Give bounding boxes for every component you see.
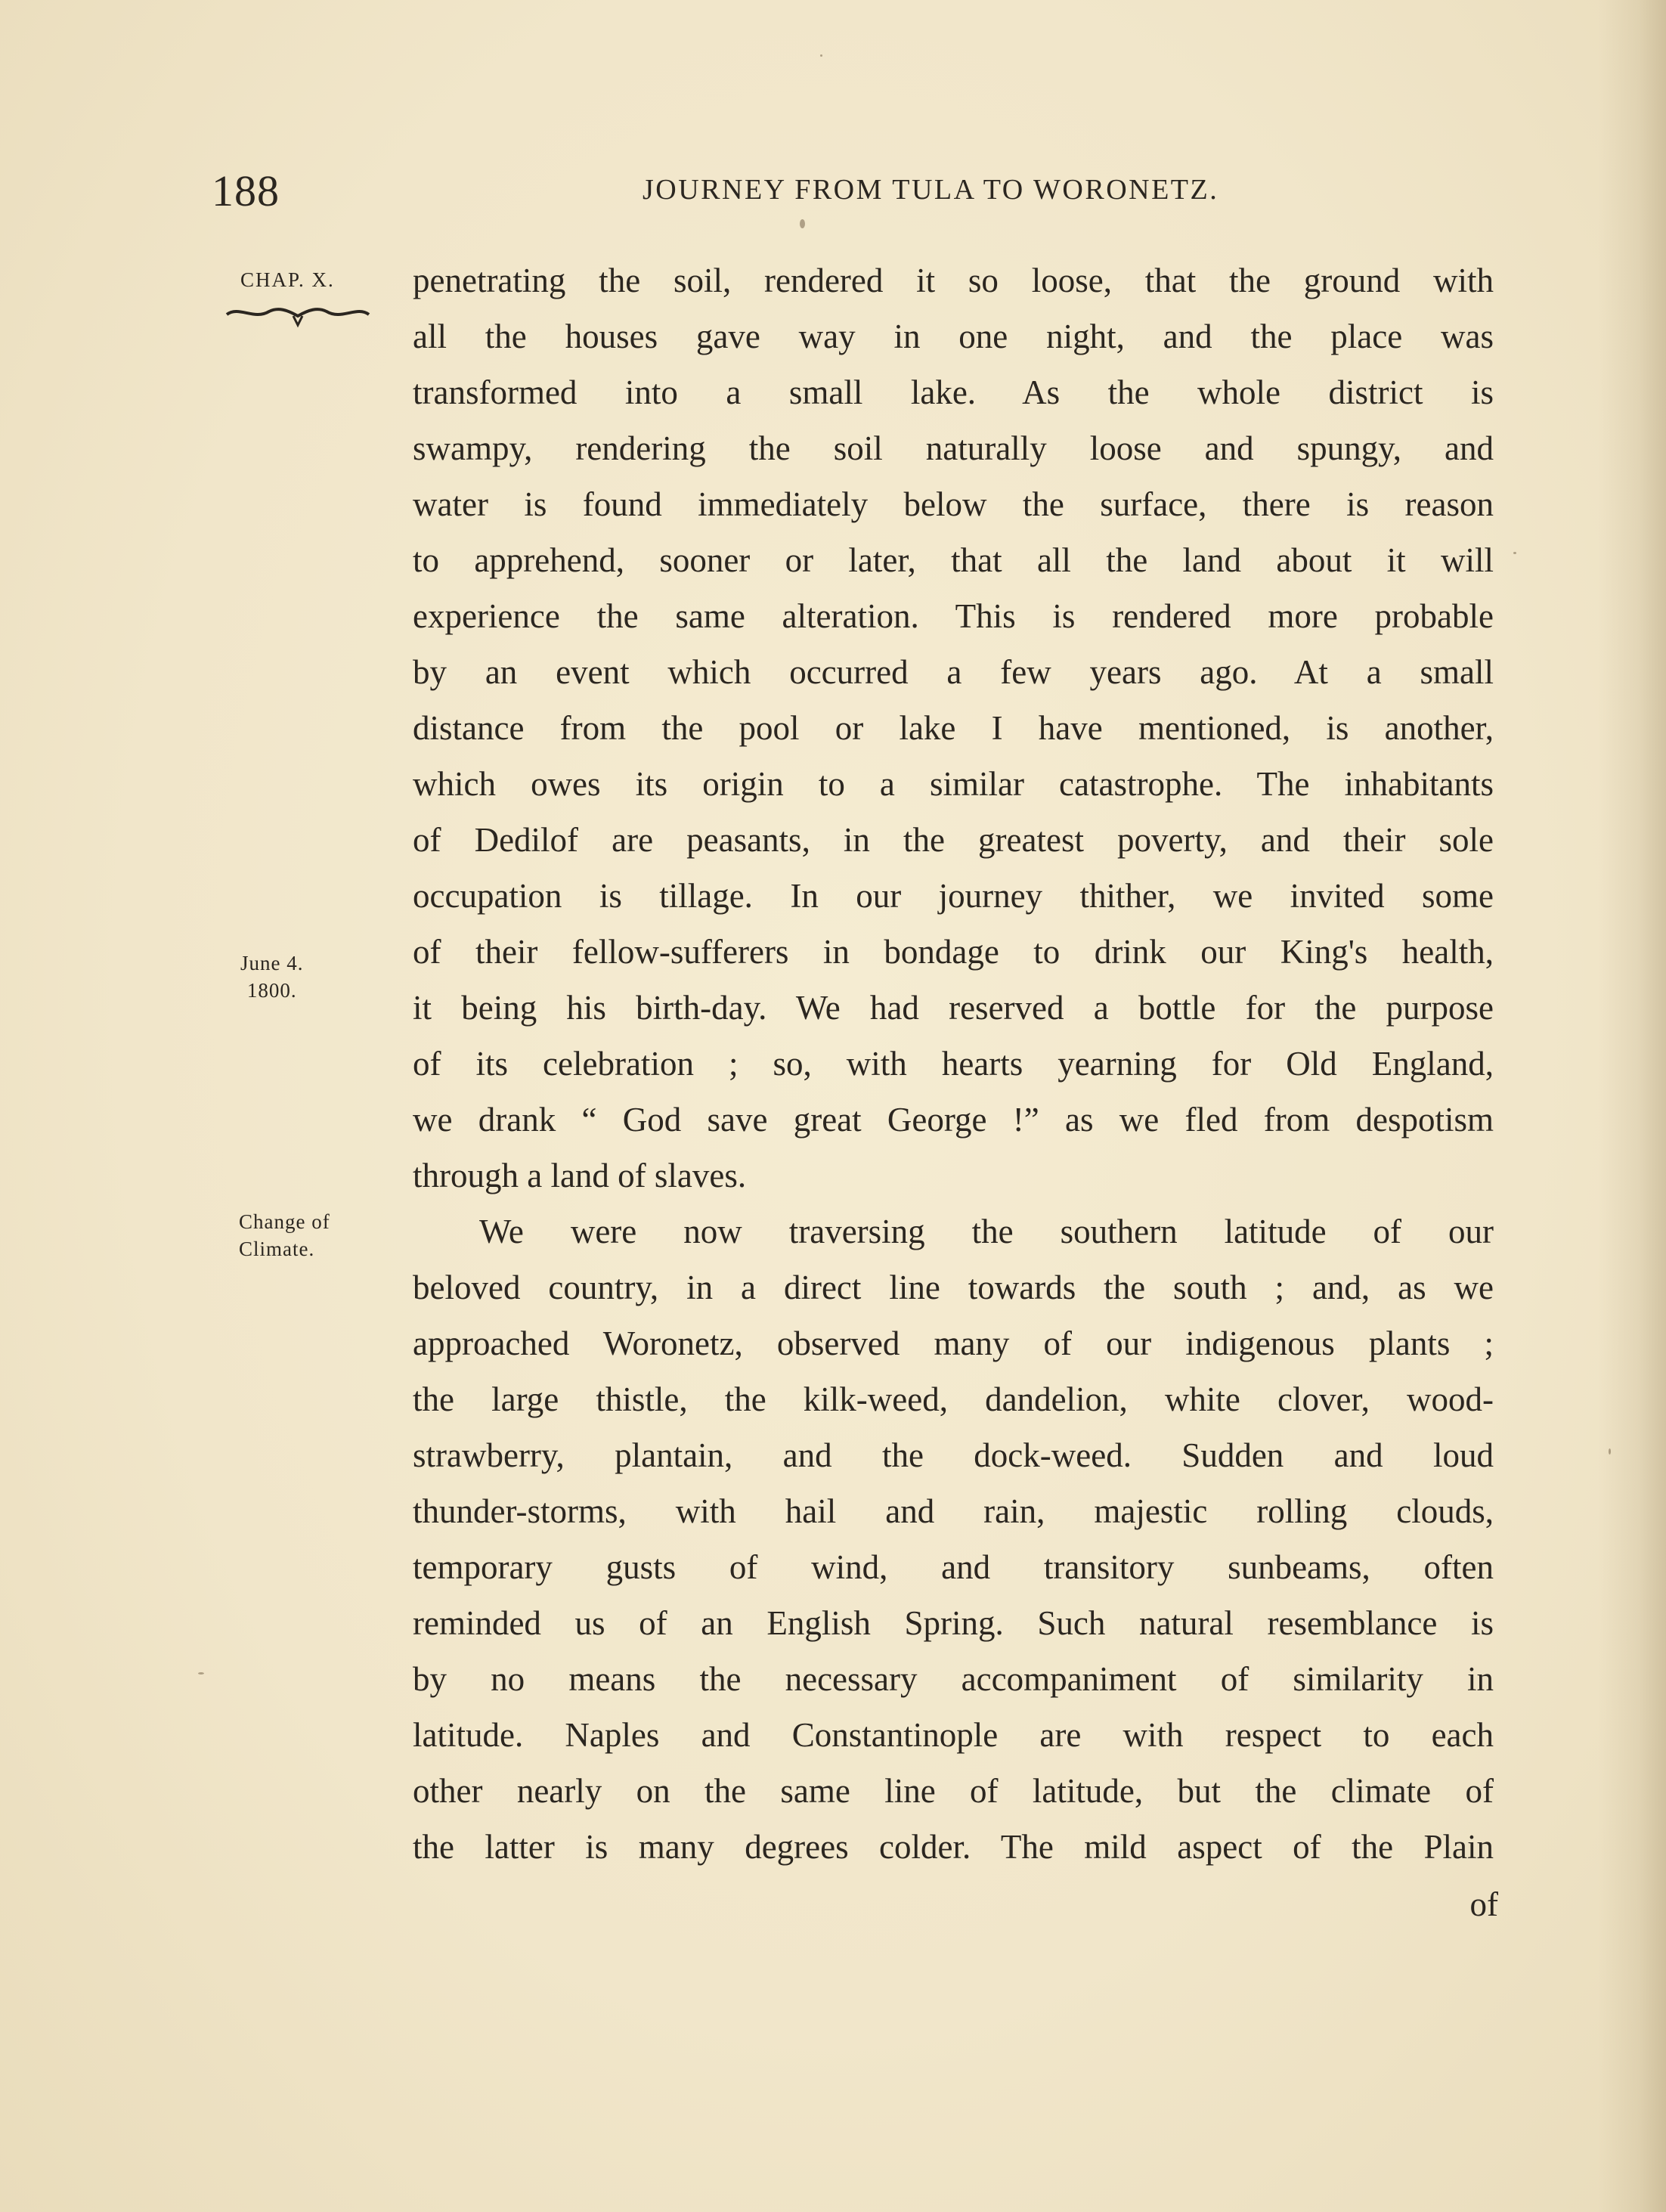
text-line: We were now traversing the southern latitude of our: [479, 1213, 1494, 1250]
text-line: all the houses gave way in one night, and the place was: [413, 318, 1494, 355]
sidenote-topic: [239, 1208, 330, 1262]
page-number: 188: [212, 166, 280, 215]
text-line: which owes its origin to a similar catastrophe. The inhabitants: [413, 765, 1494, 803]
text-line: the large thistle, the kilk-weed, dandelion, white clover, wood-: [413, 1380, 1494, 1418]
text-line: temporary gusts of wind, and transitory sunbeams, often: [413, 1548, 1494, 1586]
ink-speck: [1513, 552, 1516, 554]
catchword: of: [1469, 1885, 1498, 1923]
text-line: of its celebration ; so, with hearts yearning for Old England,: [413, 1045, 1494, 1083]
text-line: by an event which occurred a few years ago. At a small: [413, 653, 1494, 691]
text-line: by no means the necessary accompaniment of similarity in: [413, 1660, 1494, 1698]
sidenote-date: [240, 950, 304, 1004]
body-text: [413, 252, 1494, 1875]
sidenote-date-year: 1800.: [246, 979, 297, 1002]
text-line: other nearly on the same line of latitude, but the climate of: [413, 1772, 1494, 1810]
text-line: distance from the pool or lake I have mentioned, is another,: [413, 709, 1494, 747]
sidenote-topic-line-1: Change of: [239, 1210, 330, 1233]
sidenote-date-day: June 4.: [240, 952, 304, 974]
text-line: we drank “ God save great George !” as we fled from despotism: [413, 1101, 1494, 1139]
text-line: it being his birth-day. We had reserved a bottle for the purpose: [413, 989, 1494, 1027]
sidenote-topic-line-2: Climate.: [239, 1238, 315, 1260]
text-line: through a land of slaves.: [413, 1157, 747, 1194]
ink-speck: [1609, 1448, 1611, 1455]
text-line: transformed into a small lake. As the whole district is: [413, 373, 1494, 411]
text-line: thunder-storms, with hail and rain, majestic rolling clouds,: [413, 1492, 1494, 1530]
chapter-label: CHAP. X.: [240, 268, 335, 291]
text-line: strawberry, plantain, and the dock-weed. Sudden and loud: [413, 1436, 1494, 1474]
running-title: JOURNEY FROM TULA TO WORONETZ.: [643, 174, 1219, 206]
text-line: reminded us of an English Spring. Such natural resemblance is: [413, 1604, 1494, 1642]
text-line: experience the same alteration. This is rendered more probable: [413, 597, 1494, 635]
text-line: to apprehend, sooner or later, that all the land about it will: [413, 541, 1494, 579]
text-line: water is found immediately below the surface, there is reason: [413, 485, 1494, 523]
ink-speck: [800, 219, 805, 228]
text-line: swampy, rendering the soil naturally loose and spungy, and: [413, 429, 1494, 467]
gutter-shadow: [1598, 0, 1666, 2212]
text-line: penetrating the soil, rendered it so loose, that the ground with: [413, 262, 1494, 299]
text-line: of their fellow-sufferers in bondage to drink our King's health,: [413, 933, 1494, 971]
ink-speck: [198, 1672, 204, 1674]
text-line: latitude. Naples and Constantinople are with respect to each: [413, 1716, 1494, 1754]
text-line: of Dedilof are peasants, in the greatest poverty, and their sole: [413, 821, 1494, 859]
text-line: beloved country, in a direct line towards the south ; and, as we: [413, 1269, 1494, 1306]
text-line: approached Woronetz, observed many of our indigenous plants ;: [413, 1324, 1494, 1362]
text-line: the latter is many degrees colder. The mild aspect of the Plain: [413, 1828, 1494, 1866]
chapter-ornament-icon: [224, 299, 372, 330]
text-line: occupation is tillage. In our journey thither, we invited some: [413, 877, 1494, 915]
ink-speck: [820, 54, 822, 57]
